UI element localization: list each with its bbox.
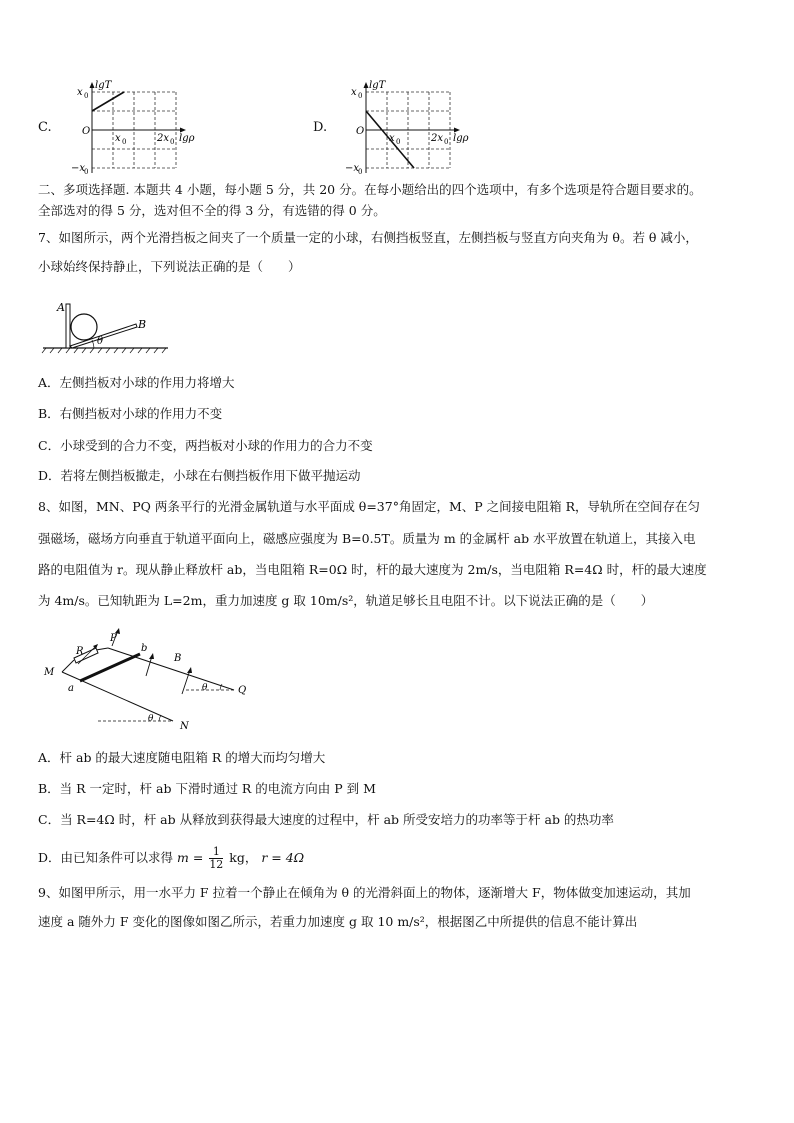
c-y-axis-label: lgT [95,80,112,91]
q8-option-d-r: r = 4Ω [261,850,305,865]
q8-option-d [38,843,758,873]
q8-option-d-prefix: D．由已知条件可以求得 [38,850,174,865]
q8-label-M: M [44,667,55,678]
q9-line1: 9、如图甲所示，用一水平力 F 拉着一个静止在倾角为 θ 的光滑斜面上的物体，逐渐增大 F，物体做变加速运动，其加 [38,885,691,900]
d-2x0-axis: 2x [431,133,444,144]
option-c-label: C. [38,120,52,135]
q8-option-d-unit: kg， [229,850,258,865]
q7-line1: 7、如图所示，两个光滑挡板之间夹了一个质量一定的小球，右侧挡板竖直，左侧挡板与竖直方向夹角为 θ。若 θ 减小， [38,230,698,245]
q8-label-a: a [68,683,74,694]
q8-label-R: R [76,646,84,657]
svg-text:0: 0 [444,138,449,146]
q7-label-A: A [57,301,65,314]
svg-text:0: 0 [84,92,89,100]
q7-label-theta: θ [97,336,104,347]
svg-text:0: 0 [396,138,401,146]
c-x-axis-label: lgρ [179,133,195,144]
q8-figure [38,628,268,734]
d-y-axis-label: lgT [369,80,386,91]
svg-text:0: 0 [122,138,127,146]
svg-text:0: 0 [358,92,363,100]
svg-text:0: 0 [84,168,89,176]
q8-option-d-m: m = [177,850,204,865]
q8-label-B: B [174,653,182,664]
option-d-label: D. [313,120,328,135]
d-x-axis-label: lgρ [453,133,469,144]
svg-text:O: O [356,126,365,137]
c-x0-axis: x [115,133,121,144]
q8-label-b: b [141,643,148,654]
q8-line3: 路的电阻值为 r。现从静止释放杆 ab，当电阻箱 R=0Ω 时，杆的最大速度为 2m/s，当电阻箱 R=4Ω 时，杆的最大速度 [38,562,707,577]
q8-label-P: P [110,633,117,644]
d-x0-axis: x [389,133,395,144]
q8-option-b: B．当 R 一定时，杆 ab 下滑时通过 R 的电流方向由 P 到 M [38,781,376,796]
svg-text:O: O [82,126,91,137]
q8-label-Q: Q [238,685,247,696]
section2-line2: 全部选对的得 5 分，选对但不全的得 3 分，有选错的得 0 分。 [38,203,386,218]
d-x0-top: x [351,87,357,98]
q8-option-a: A．杆 ab 的最大速度随电阻箱 R 的增大而均匀增大 [38,750,326,765]
c-neg-x0: −x [71,163,86,174]
option-c-graph [62,78,222,178]
q8-option-c: C．当 R=4Ω 时，杆 ab 从释放到获得最大速度的过程中，杆 ab 所受安培力的功率等于杆 ab 的热功率 [38,812,614,827]
svg-text:0: 0 [170,138,175,146]
section2-line1: 二、多项选择题. 本题共 4 小题，每小题 5 分，共 20 分。在每小题给出的四个选项中，有多个选项是符合题目要求的。 [38,182,702,197]
svg-text:θ: θ [148,714,154,724]
q7-option-d: D．若将左侧挡板撤走，小球在右侧挡板作用下做平抛运动 [38,468,361,483]
q7-line2: 小球始终保持静止，下列说法正确的是（ ） [38,259,301,274]
q8-line4: 为 4m/s。已知轨距为 L=2m，重力加速度 g 取 10m/s²，轨道足够长且电阻不计。以下说法正确的是（ ） [38,593,654,608]
svg-text:θ: θ [202,683,208,693]
option-d-graph [336,78,496,178]
svg-text:0: 0 [358,168,363,176]
q9-line2: 速度 a 随外力 F 变化的图像如图乙所示，若重力加速度 g 取 10 m/s²，根据图乙中所提供的信息不能计算出 [38,914,638,929]
q8-option-d-fraction: $\frac{1}{12}$ [209,845,224,871]
q8-line1: 8、如图，MN、PQ 两条平行的光滑金属轨道与水平面成 θ=37°角固定，M、P 之间接电阻箱 R，导轨所在空间存在匀 [38,499,701,514]
c-2x0-axis: 2x [157,133,170,144]
q7-figure [40,296,170,356]
q8-label-N: N [180,721,189,732]
q8-line2: 强磁场，磁场方向垂直于轨道平面向上，磁感应强度为 B=0.5T。质量为 m 的金属杆 ab 水平放置在轨道上，其接入电 [38,531,696,546]
q7-option-a: A．左侧挡板对小球的作用力将增大 [38,375,235,390]
q7-option-c: C．小球受到的合力不变，两挡板对小球的作用力的合力不变 [38,438,373,453]
q7-option-b: B．右侧挡板对小球的作用力不变 [38,406,223,421]
q7-label-B: B [138,318,147,331]
c-x0-top: x [77,87,83,98]
d-neg-x0: −x [345,163,360,174]
